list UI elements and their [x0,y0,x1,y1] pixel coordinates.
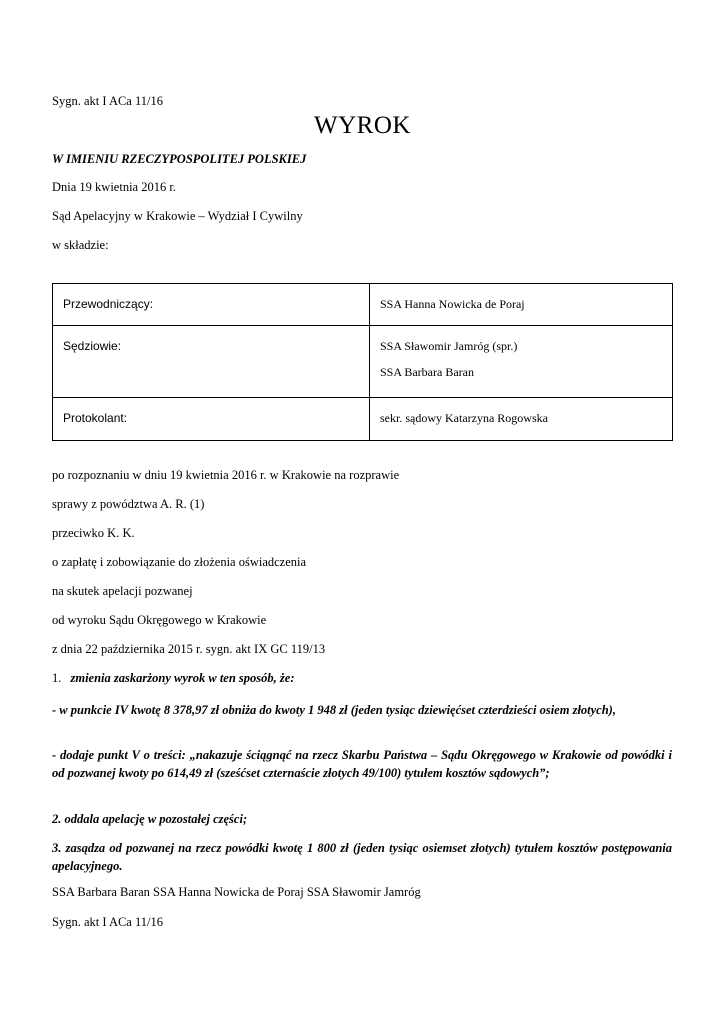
court-name: Sąd Apelacyjny w Krakowie – Wydział I Cywilny [52,209,303,223]
case-line: przeciwko K. K. [52,526,135,540]
role-label: Sędziowie: [63,339,122,353]
role-cell [53,284,370,326]
case-line: sprawy z powództwa A. R. (1) [52,497,205,511]
case-signature: Sygn. akt I ACa 11/16 [52,94,163,108]
case-line: po rozpoznaniu w dniu 19 kwietnia 2016 r. w Krakowie na rozprawie [52,468,400,482]
ruling-point-number: 1. [52,671,62,685]
role-label: Protokolant: [63,411,128,425]
case-line: od wyroku Sądu Okręgowego w Krakowie [52,613,267,627]
document-title: WYROK [314,112,411,139]
names-cell [370,284,673,326]
member-name: SSA Sławomir Jamróg (spr.) [380,339,518,353]
ruling-point-2: 2. oddala apelację w pozostałej części; [52,812,248,826]
case-line: na skutek apelacji pozwanej [52,584,193,598]
member-name: SSA Hanna Nowicka de Poraj [380,297,525,311]
role-cell [53,398,370,441]
role-cell [53,326,370,398]
ruling-point-1b: - dodaje punkt V o treści: „nakazuje ściągnąć na rzecz Skarbu Państwa – Sądu Okręgowego w Krakowie od powódki i od pozwanej kwoty po 614,49 zł (sześćset czternaście złotych 49/100) tytułem kosztów sądowych”; [52,748,672,780]
table-row [53,284,673,326]
ruling-point-1a: - w punkcie IV kwotę 8 378,97 zł obniża do kwoty 1 948 zł (jeden tysiąc dziewięćset czterdzieści osiem złotych), [52,703,616,717]
court-composition-table [52,283,673,441]
composition-label: w składzie: [52,238,109,252]
member-name: sekr. sądowy Katarzyna Rogowska [380,411,548,425]
judgment-date: Dnia 19 kwietnia 2016 r. [52,180,176,194]
ruling-point-text: zmienia zaskarżony wyrok w ten sposób, że: [70,671,295,685]
document-subtitle: W IMIENIU RZECZYPOSPOLITEJ POLSKIEJ [52,152,307,166]
footer-case-signature: Sygn. akt I ACa 11/16 [52,915,163,929]
member-name: SSA Barbara Baran [380,365,474,379]
ruling-point-3: 3. zasądza od pozwanej na rzecz powódki kwotę 1 800 zł (jeden tysiąc osiemset złotych) tytułem kosztów postępowania apelacyjnego. [52,841,672,873]
judges-signatures: SSA Barbara Baran SSA Hanna Nowicka de Poraj SSA Sławomir Jamróg [52,885,421,899]
table-row [53,326,673,398]
ruling-point-1 [52,671,294,686]
role-label: Przewodniczący: [63,297,154,311]
case-line: o zapłatę i zobowiązanie do złożenia oświadczenia [52,555,307,569]
names-cell [370,398,673,441]
table-row [53,398,673,441]
case-line: z dnia 22 października 2015 r. sygn. akt IX GC 119/13 [52,642,326,656]
names-cell [370,326,673,398]
